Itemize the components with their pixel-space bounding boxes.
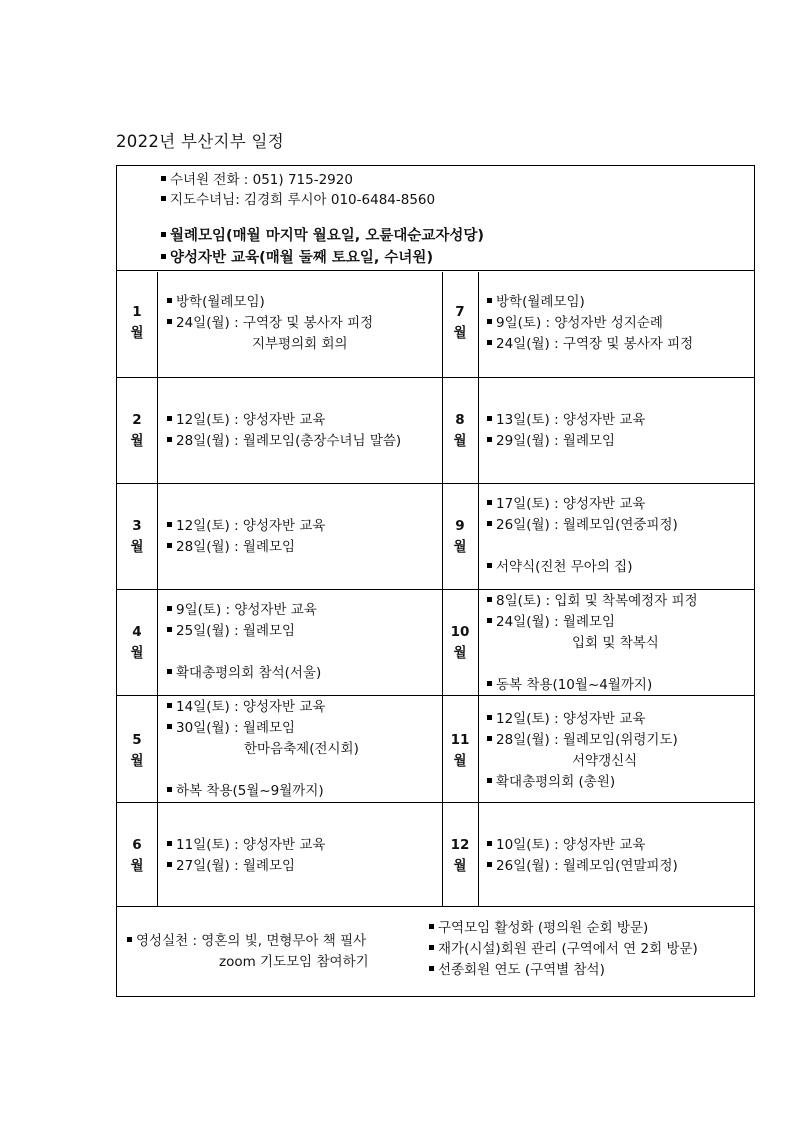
event-item: 28일(월) : 월례모임(위령기도) — [487, 730, 678, 751]
event-item: 9일(토) : 양성자반 성지순례 — [487, 313, 693, 334]
event-item: 동복 착용(10월~4월까지) — [487, 675, 698, 696]
event-item: 확대총평의회 참석(서울) — [167, 663, 321, 684]
event-item: 28일(월) : 월례모임(총장수녀님 말씀) — [167, 431, 401, 452]
event-item: 12일(토) : 양성자반 교육 — [167, 410, 401, 431]
training-text: 양성자반 교육(매월 둘째 토요일, 수녀원) — [170, 250, 434, 266]
footer-right-list — [429, 918, 698, 981]
month-label-nov: 11 월 — [450, 732, 470, 769]
event-item: 25일(월) : 월례모임 — [167, 621, 321, 642]
page-title: 2022년 부산지부 일정 — [116, 132, 284, 151]
month-events-jan — [167, 292, 373, 355]
footer-item: 영성실천 : 영혼의 빛, 면형무아 책 필사 — [127, 931, 369, 952]
month-label-jan: 1 월 — [130, 304, 144, 341]
month-events-apr — [167, 600, 321, 684]
event-item: 서약식(진천 무아의 집) — [487, 557, 678, 578]
event-item: 방학(월례모임) — [487, 292, 693, 313]
month-events-may — [167, 697, 359, 802]
month-events-dec — [487, 835, 678, 877]
monthly-meeting-line — [161, 227, 484, 245]
event-item: 확대총평의회 (총원) — [487, 772, 678, 793]
header-info — [117, 166, 754, 271]
month-events-jul — [487, 292, 693, 355]
monthly-meeting-text: 월례모임(매월 마지막 월요일, 오륜대순교자성당) — [170, 228, 485, 244]
row-may-nov — [117, 696, 754, 803]
event-continuation: 입회 및 착복식 — [572, 635, 659, 651]
month-label-dec: 12 월 — [450, 837, 470, 874]
event-item: 24일(월) : 구역장 및 봉사자 피정 — [167, 313, 373, 334]
month-label-feb: 2 월 — [130, 412, 144, 449]
event-item: 13일(토) : 양성자반 교육 — [487, 410, 645, 431]
director-line — [161, 191, 435, 209]
row-apr-oct — [117, 590, 754, 696]
month-label-jun: 6 월 — [130, 837, 144, 874]
event-item: 30일(월) : 월례모임 — [167, 718, 359, 739]
month-events-nov — [487, 709, 678, 793]
bullet-icon — [161, 232, 166, 237]
footer-item: 선종회원 연도 (구역별 참석) — [429, 960, 698, 981]
month-label-oct: 10 월 — [450, 624, 470, 661]
month-events-sep — [487, 494, 678, 578]
row-jan-jul — [117, 272, 754, 378]
event-item: 14일(토) : 양성자반 교육 — [167, 697, 359, 718]
month-events-oct — [487, 591, 698, 696]
month-events-feb — [167, 410, 401, 452]
row-feb-aug — [117, 378, 754, 484]
month-label-sep: 9 월 — [453, 518, 467, 555]
bullet-icon — [161, 176, 166, 181]
event-continuation: 서약갱신식 — [572, 753, 638, 769]
event-item: 17일(토) : 양성자반 교육 — [487, 494, 678, 515]
month-label-apr: 4 월 — [130, 624, 144, 661]
footer-item: 재가(시설)회원 관리 (구역에서 연 2회 방문) — [429, 939, 698, 960]
bullet-icon — [161, 196, 166, 201]
phone-line — [161, 171, 353, 189]
row-jun-dec — [117, 803, 754, 907]
event-item: 9일(토) : 양성자반 교육 — [167, 600, 321, 621]
month-events-mar — [167, 516, 325, 558]
event-item: 26일(월) : 월례모임(연말피정) — [487, 856, 678, 877]
event-item: 24일(월) : 구역장 및 봉사자 피정 — [487, 334, 693, 355]
event-item: 12일(토) : 양성자반 교육 — [487, 709, 678, 730]
month-label-may: 5 월 — [130, 732, 144, 769]
footer-continuation: zoom 기도모임 참여하기 — [219, 954, 369, 970]
event-continuation: 한마음축제(전시회) — [244, 741, 359, 757]
event-item: 26일(월) : 월례모임(연중피정) — [487, 515, 678, 536]
footer-notes — [117, 907, 754, 996]
event-continuation: 지부평의회 회의 — [252, 336, 348, 352]
event-item: 12일(토) : 양성자반 교육 — [167, 516, 325, 537]
phone-text: 수녀원 전화 : 051) 715-2920 — [170, 172, 353, 188]
event-item: 29일(월) : 월례모임 — [487, 431, 645, 452]
month-label-jul: 7 월 — [453, 304, 467, 341]
event-item: 11일(토) : 양성자반 교육 — [167, 835, 325, 856]
director-text: 지도수녀님: 김경희 루시아 010-6484-8560 — [170, 192, 436, 208]
month-events-jun — [167, 835, 325, 877]
bullet-icon — [161, 254, 166, 259]
month-label-mar: 3 월 — [130, 518, 144, 555]
event-item: 24일(월) : 월례모임 — [487, 612, 698, 633]
spiritual-practice — [127, 931, 369, 973]
event-item: 방학(월례모임) — [167, 292, 373, 313]
event-item: 10일(토) : 양성자반 교육 — [487, 835, 678, 856]
schedule-table — [116, 165, 755, 997]
row-mar-sep — [117, 484, 754, 590]
event-item: 28일(월) : 월례모임 — [167, 537, 325, 558]
footer-item: 구역모임 활성화 (평의원 순회 방문) — [429, 918, 698, 939]
event-item: 8일(토) : 입회 및 착복예정자 피정 — [487, 591, 698, 612]
event-item: 27일(월) : 월례모임 — [167, 856, 325, 877]
month-label-aug: 8 월 — [453, 412, 467, 449]
training-line — [161, 249, 433, 267]
event-item: 하복 착용(5월~9월까지) — [167, 781, 359, 802]
month-events-aug — [487, 410, 645, 452]
